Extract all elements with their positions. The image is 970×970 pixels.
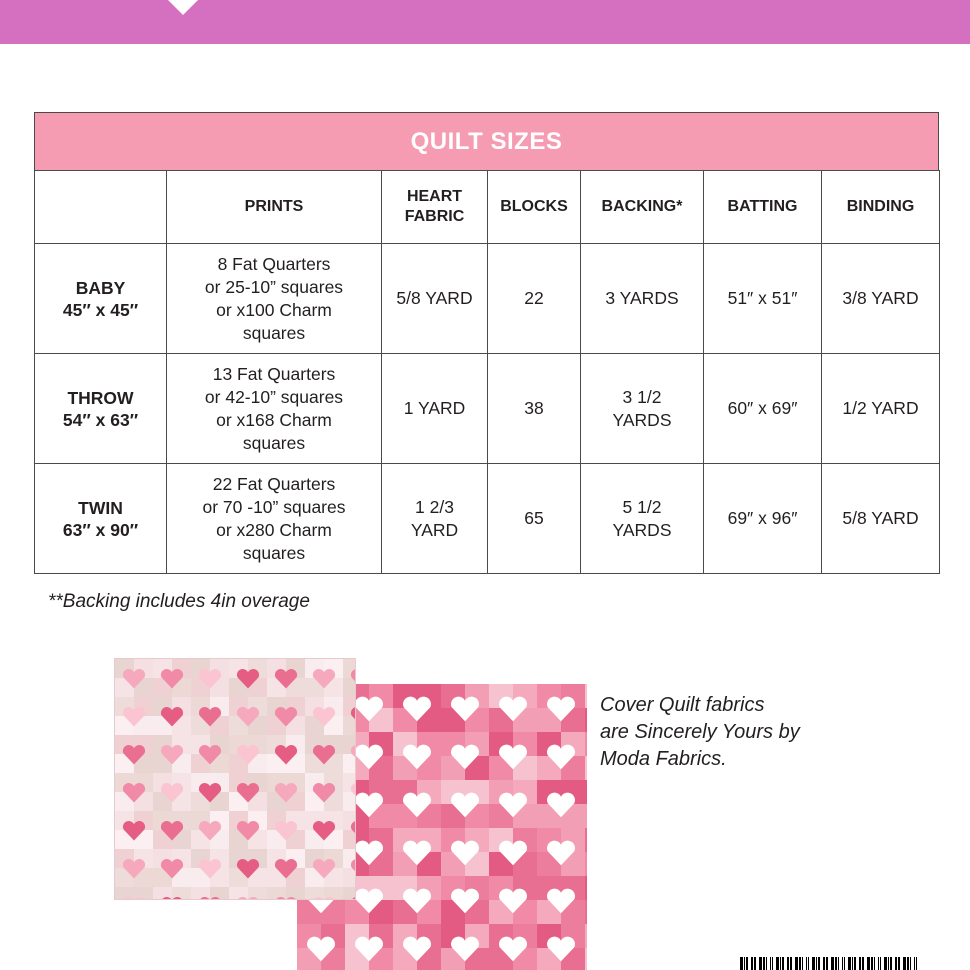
quilt-patch xyxy=(585,828,587,852)
cover-caption xyxy=(600,692,860,773)
header-blocks: BLOCKS xyxy=(488,171,581,244)
prints-cell: 22 Fat Quarters or 70 -10” squares or x280 Charm squares xyxy=(167,464,382,574)
heart-fabric-cell: 1 YARD xyxy=(382,354,488,464)
binding-cell: 5/8 YARD xyxy=(822,464,940,574)
quilt-sizes-table xyxy=(34,112,939,574)
header-heart-fabric: HEART FABRIC xyxy=(382,171,488,244)
binding-cell: 1/2 YARD xyxy=(822,354,940,464)
quilt-patch xyxy=(585,876,587,900)
quilt-patch xyxy=(585,756,587,780)
cover-caption-line: Cover Quilt fabrics xyxy=(600,694,765,716)
quilt-patch xyxy=(343,678,356,697)
sizes-grid xyxy=(34,170,940,574)
blocks-cell: 65 xyxy=(488,464,581,574)
barcode-graphic xyxy=(740,957,920,970)
quilt-patch xyxy=(343,754,356,773)
header-prints: PRINTS xyxy=(167,171,382,244)
quilt-patch xyxy=(585,804,587,828)
backing-cell: 3 1/2 YARDS xyxy=(581,354,704,464)
quilt-patch xyxy=(585,684,587,708)
backing-cell: 3 YARDS xyxy=(581,244,704,354)
table-row xyxy=(35,354,940,464)
header-backing: BACKING* xyxy=(581,171,704,244)
header-size xyxy=(35,171,167,244)
batting-cell: 60″ x 69″ xyxy=(704,354,822,464)
quilt-patch xyxy=(343,716,356,735)
quilt-patch xyxy=(585,780,587,804)
header-batting: BATTING xyxy=(704,171,822,244)
cover-caption-line: are Sincerely Yours by xyxy=(600,721,800,743)
heart-fabric-cell: 5/8 YARD xyxy=(382,244,488,354)
quilt-patch xyxy=(585,708,587,732)
batting-cell: 69″ x 96″ xyxy=(704,464,822,574)
heart-fabric-cell: 1 2/3 YARD xyxy=(382,464,488,574)
quilt-patch xyxy=(585,852,587,876)
header-row xyxy=(35,171,940,244)
quilt-patch xyxy=(585,732,587,756)
quilt-patch xyxy=(585,924,587,948)
quilt-patch xyxy=(343,868,356,887)
quilt-patch xyxy=(343,830,356,849)
table-title: QUILT SIZES xyxy=(34,112,939,170)
cover-caption-line: Moda Fabrics. xyxy=(600,748,727,770)
binding-cell: 3/8 YARD xyxy=(822,244,940,354)
batting-cell: 51″ x 51″ xyxy=(704,244,822,354)
quilt-patch xyxy=(585,948,587,970)
blocks-cell: 22 xyxy=(488,244,581,354)
prints-cell: 13 Fat Quarters or 42-10” squares or x168 Charm squares xyxy=(167,354,382,464)
table-row xyxy=(35,464,940,574)
header-binding: BINDING xyxy=(822,171,940,244)
size-cell: BABY 45″ x 45″ xyxy=(35,244,167,354)
quilt-pink-hearts-graphic xyxy=(115,659,356,900)
quilt-patch xyxy=(585,900,587,924)
prints-cell: 8 Fat Quarters or 25-10” squares or x100 Charm squares xyxy=(167,244,382,354)
band-notch xyxy=(168,0,198,15)
blocks-cell: 38 xyxy=(488,354,581,464)
table-row xyxy=(35,244,940,354)
quilt-image-pink-hearts xyxy=(114,658,356,900)
size-cell: TWIN 63″ x 90″ xyxy=(35,464,167,574)
top-band xyxy=(0,0,970,44)
backing-footnote: **Backing includes 4in overage xyxy=(48,591,310,612)
size-cell: THROW 54″ x 63″ xyxy=(35,354,167,464)
backing-cell: 5 1/2 YARDS xyxy=(581,464,704,574)
quilt-patch xyxy=(343,792,356,811)
